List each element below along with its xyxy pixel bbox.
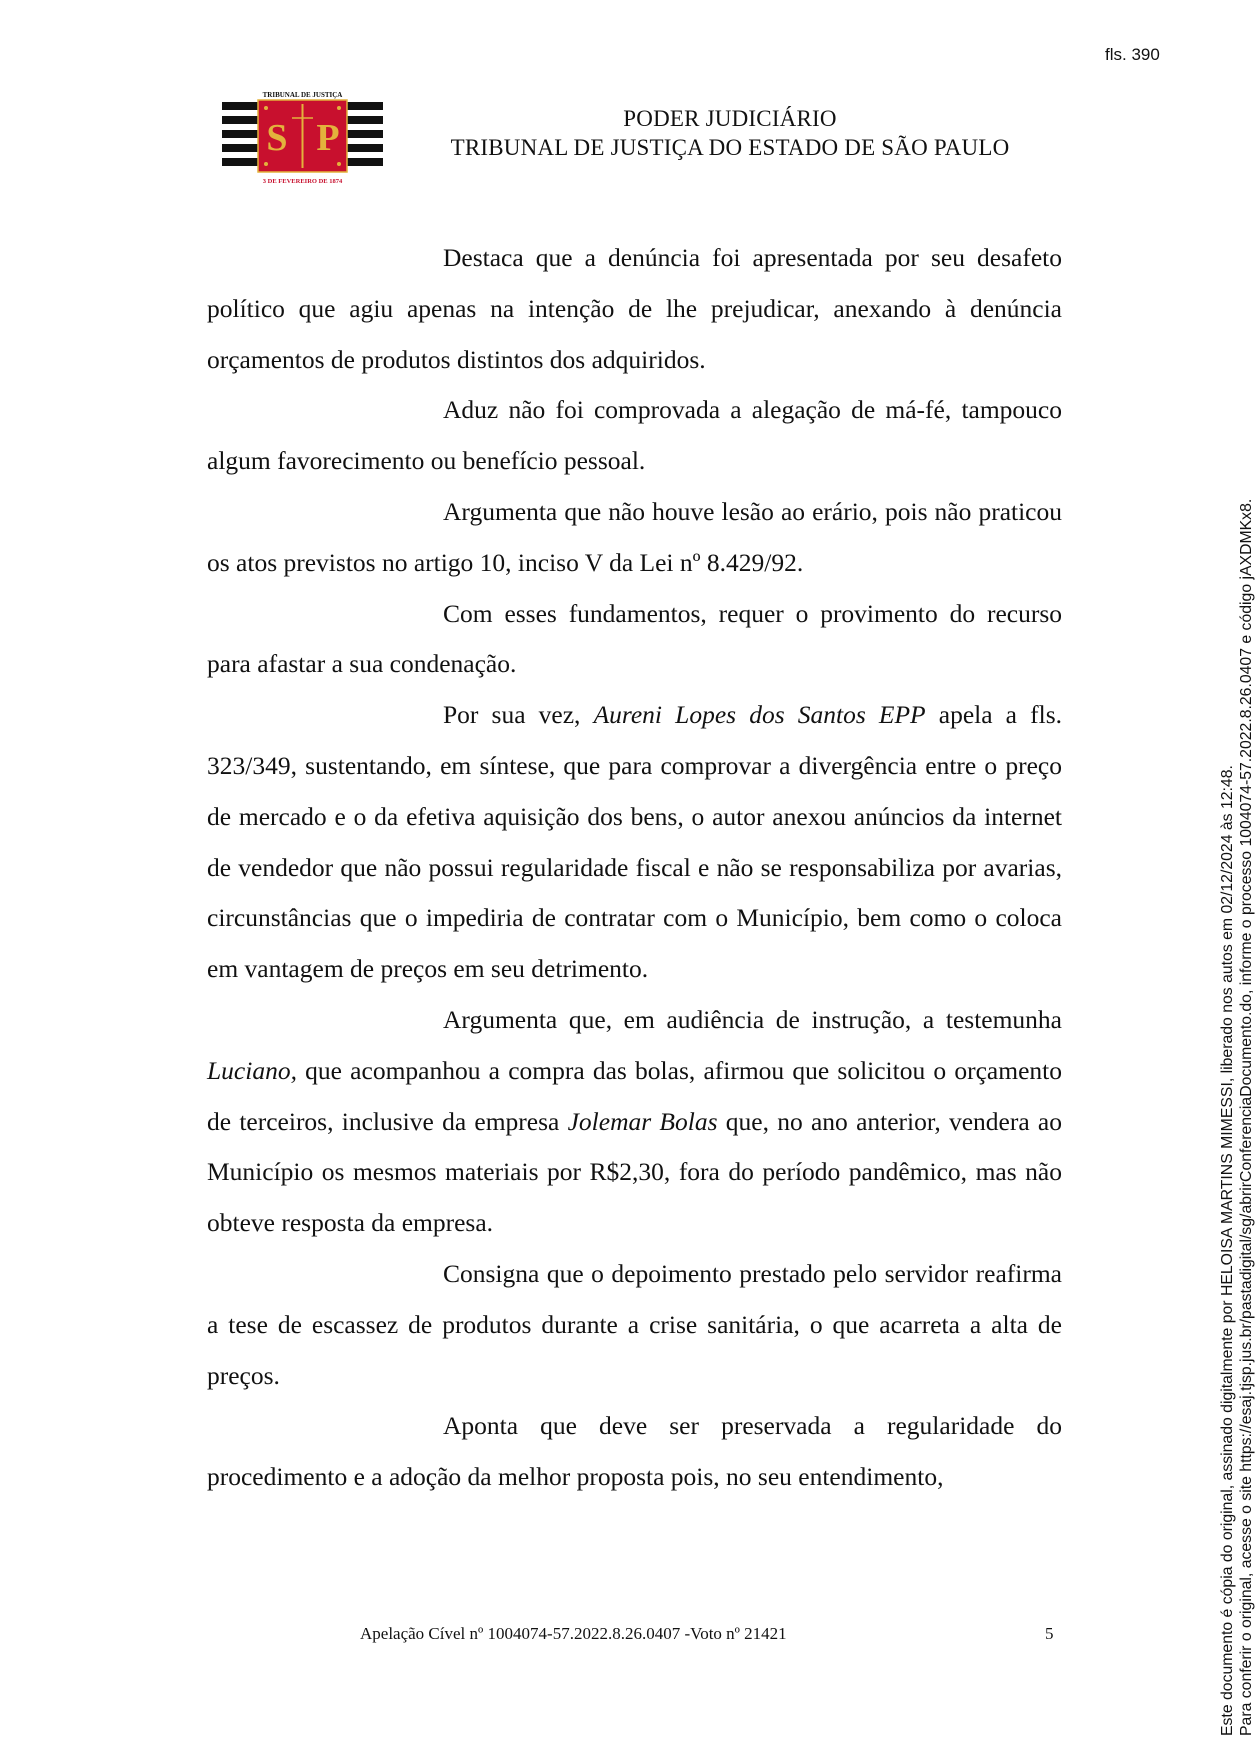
logo-star bbox=[264, 162, 268, 166]
tjsp-logo bbox=[220, 88, 385, 188]
company-name: Jolemar Bolas bbox=[567, 1106, 718, 1136]
paragraph bbox=[207, 995, 1062, 1249]
paragraph: Destaca que a denúncia foi apresentada por seu desafeto político que agiu apenas na intenção de lhe prejudicar, anexando à denúncia orçamentos de produtos distintos dos adquiridos. bbox=[207, 243, 1062, 374]
page-reference: fls. 390 bbox=[1105, 45, 1160, 64]
paragraph: Consigna que o depoimento prestado pelo servidor reafirma a tese de escassez de produtos durante a crise sanitária, o que acarreta a alta de preços. bbox=[207, 1258, 1062, 1390]
text-span: que, no ano anterior, vendera ao Município os mesmos materiais por R$2,30, fora do período pandêmico, mas não obteve resposta da empresa. bbox=[207, 1106, 1062, 1238]
party-name: Aureni Lopes dos Santos EPP bbox=[593, 700, 926, 730]
paragraph bbox=[207, 690, 1062, 995]
logo-letter-s: S bbox=[266, 117, 288, 159]
header-line-2: TRIBUNAL DE JUSTIÇA DO ESTADO DE SÃO PAULO bbox=[450, 135, 1010, 160]
logo-star bbox=[264, 106, 268, 110]
paragraph: Com esses fundamentos, requer o provimento do recurso para afastar a sua condenação. bbox=[207, 598, 1062, 679]
footer-citation: Apelação Cível nº 1004074-57.2022.8.26.0407 -Voto nº 21421 bbox=[360, 1624, 787, 1643]
header-line-1: PODER JUDICIÁRIO bbox=[623, 106, 837, 131]
text-span: apela a fls. 323/349, sustentando, em síntese, que para comprovar a divergência entre o preço de mercado e o da efetiva aquisição dos bens, o autor anexou anúncios da internet de vendedor que não possui regularidade fiscal e não se responsabiliza por avarias, circunstâncias que o impediria de contratar com o Município, bem como o coloca em vantagem de preços em seu detrimento. bbox=[207, 700, 1062, 984]
paragraph: Aduz não foi comprovada a alegação de má-fé, tampouco algum favorecimento ou benefício pessoal. bbox=[207, 395, 1062, 476]
page-number: 5 bbox=[1045, 1624, 1054, 1643]
logo-top-text: TRIBUNAL DE JUSTIÇA bbox=[262, 91, 343, 99]
text-span: que acompanhou a compra das bolas, afirmou que solicitou o orçamento de terceiros, inclusive da empresa bbox=[207, 1055, 1062, 1136]
text-span: Argumenta que, em audiência de instrução, a testemunha bbox=[443, 1004, 1062, 1034]
signature-note-line-2: Para conferir o original, acesse o site https://esaj.tjsp.jus.br/pastadigital/sg/abrirConferenciaDocumento.do, informe o processo 1004074-57.2022.8.26.0407 e código jAXDMKx8. bbox=[1238, 498, 1255, 1736]
text-span: Por sua vez, bbox=[443, 700, 594, 730]
logo-letter-p: P bbox=[316, 117, 340, 159]
digital-signature-note bbox=[1218, 236, 1256, 1736]
logo-star bbox=[337, 106, 341, 110]
document-body bbox=[207, 233, 1062, 1503]
signature-note-line-1: Este documento é cópia do original, assinado digitalmente por HELOISA MARTINS MIMESSI, liberado nos autos em 02/12/2024 às 12:48. bbox=[1219, 765, 1236, 1736]
document-header bbox=[420, 104, 1040, 162]
paragraph: Aponta que deve ser preservada a regularidade do procedimento e a adoção da melhor proposta pois, no seu entendimento, bbox=[207, 1411, 1062, 1492]
witness-name: Luciano, bbox=[207, 1055, 297, 1085]
logo-bottom-text: 3 DE FEVEREIRO DE 1874 bbox=[262, 178, 343, 185]
paragraph: Argumenta que não houve lesão ao erário, pois não praticou os atos previstos no artigo 10, inciso V da Lei nº 8.429/92. bbox=[207, 496, 1062, 577]
logo-star bbox=[337, 162, 341, 166]
